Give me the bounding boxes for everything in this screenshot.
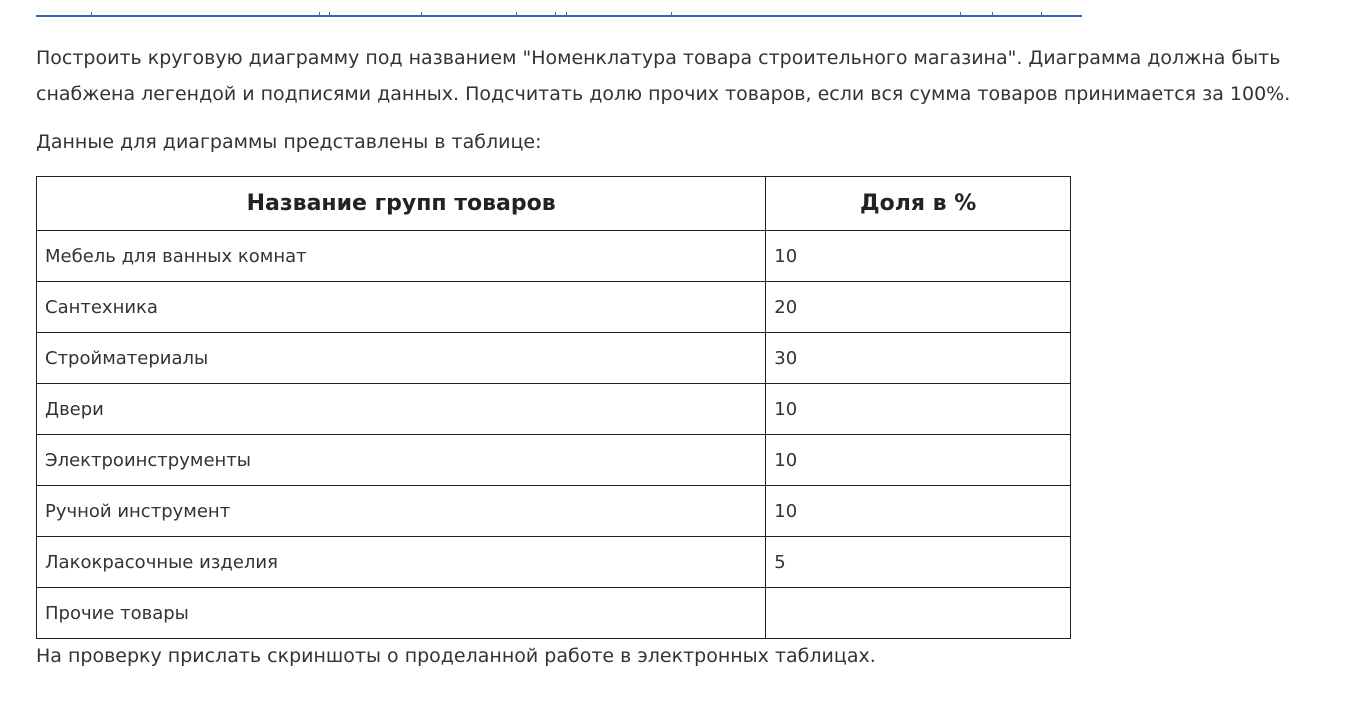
row-share-cell: 20 (766, 282, 1071, 333)
table-row (37, 435, 1071, 486)
submission-instruction: На проверку прислать скриншоты о проделанной работе в электронных таблицах. (36, 645, 876, 667)
table-row (37, 282, 1071, 333)
table-caption: Данные для диаграммы представлены в таблице: (36, 131, 542, 153)
row-share-cell: 10 (766, 435, 1071, 486)
row-share-cell: 5 (766, 537, 1071, 588)
row-name-cell: Мебель для ванных комнат (37, 231, 766, 282)
goods-table (36, 176, 1071, 639)
table-row (37, 231, 1071, 282)
row-name-cell: Электроинструменты (37, 435, 766, 486)
table-row (37, 537, 1071, 588)
table-row (37, 384, 1071, 435)
table-row (37, 486, 1071, 537)
row-share-cell: 10 (766, 486, 1071, 537)
row-share-cell (766, 588, 1071, 639)
table-header-row (37, 177, 1071, 231)
row-name-cell: Стройматериалы (37, 333, 766, 384)
row-share-cell: 30 (766, 333, 1071, 384)
header-group-name: Название групп товаров (37, 177, 766, 231)
row-name-cell: Двери (37, 384, 766, 435)
row-share-cell: 10 (766, 231, 1071, 282)
article-content (36, 40, 1336, 673)
row-name-cell: Прочие товары (37, 588, 766, 639)
link-underline-fragment (36, 15, 1082, 17)
row-share-cell: 10 (766, 384, 1071, 435)
table-row (37, 588, 1071, 639)
row-name-cell: Ручной инструмент (37, 486, 766, 537)
row-name-cell: Лакокрасочные изделия (37, 537, 766, 588)
header-share-percent: Доля в % (766, 177, 1071, 231)
task-description: Построить круговую диаграмму под названием "Номенклатура товара строительного магазина". Диаграмма должна быть снабжена легендой и подписями данных. Подсчитать долю прочих товаров, если вся сумма товаров принимается за 100%. (36, 47, 1291, 105)
table-row (37, 333, 1071, 384)
row-name-cell: Сантехника (37, 282, 766, 333)
